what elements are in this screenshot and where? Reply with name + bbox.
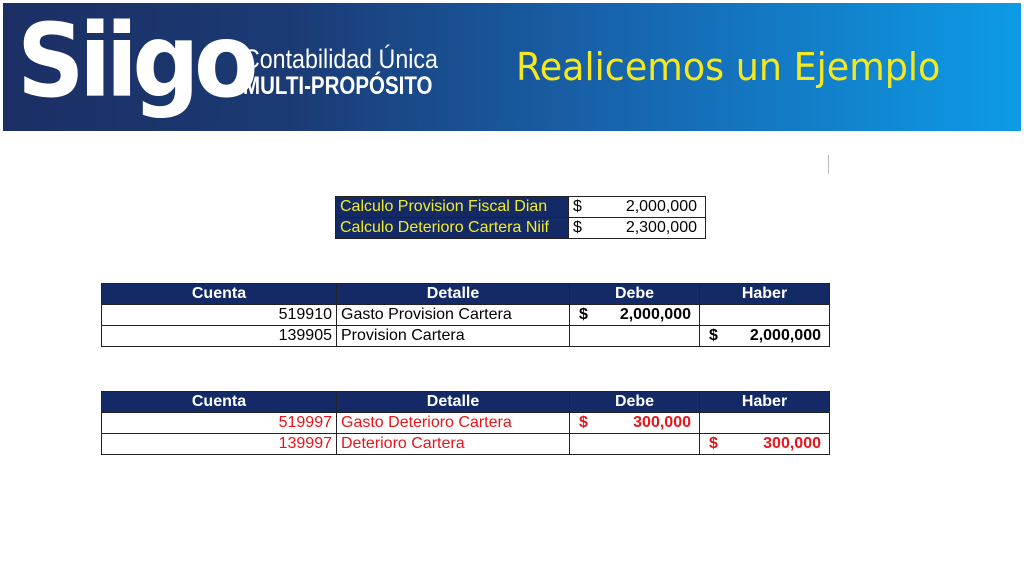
- haber-currency: $: [709, 435, 718, 452]
- calc-row: [336, 197, 706, 218]
- debe-currency: $: [579, 306, 588, 323]
- cell-debe: [570, 413, 700, 434]
- siigo-logo: Siigo: [17, 3, 253, 121]
- haber-amount: 2,000,000: [749, 327, 821, 344]
- cell-detalle: Gasto Provision Cartera: [337, 305, 570, 326]
- divider-line: [828, 155, 829, 174]
- col-header-debe: Debe: [570, 284, 700, 305]
- col-header-debe: Debe: [570, 392, 700, 413]
- col-header-haber: Haber: [700, 284, 830, 305]
- cell-cuenta: 139905: [102, 326, 337, 347]
- cell-detalle: Deterioro Cartera: [337, 434, 570, 455]
- cell-haber: [700, 434, 830, 455]
- col-header-cuenta: Cuenta: [102, 392, 337, 413]
- table-row: [102, 413, 830, 434]
- cell-haber: [700, 413, 830, 434]
- journal-entry-deterioro-table: [101, 391, 830, 455]
- col-header-haber: Haber: [700, 392, 830, 413]
- col-header-detalle: Detalle: [337, 284, 570, 305]
- cell-debe: [570, 434, 700, 455]
- col-header-detalle: Detalle: [337, 392, 570, 413]
- cell-cuenta: 139997: [102, 434, 337, 455]
- table-header-row: [102, 392, 830, 413]
- calc-amount: 2,300,000: [591, 218, 706, 239]
- haber-currency: $: [709, 327, 718, 344]
- cell-cuenta: 519997: [102, 413, 337, 434]
- table-row: [102, 305, 830, 326]
- haber-amount: 300,000: [763, 435, 821, 452]
- cell-debe: [570, 326, 700, 347]
- calc-row: [336, 218, 706, 239]
- calc-amount: 2,000,000: [591, 197, 706, 218]
- table-row: [102, 326, 830, 347]
- journal-entry-provision-table: [101, 283, 830, 347]
- cell-cuenta: 519910: [102, 305, 337, 326]
- table-header-row: [102, 284, 830, 305]
- slide-title: Realicemos un Ejemplo: [516, 45, 941, 89]
- debe-amount: 2,000,000: [619, 306, 691, 323]
- cell-detalle: Gasto Deterioro Cartera: [337, 413, 570, 434]
- cell-debe: [570, 305, 700, 326]
- cell-detalle: Provision Cartera: [337, 326, 570, 347]
- debe-amount: 300,000: [633, 414, 691, 431]
- debe-currency: $: [579, 414, 588, 431]
- calculation-summary-table: [335, 196, 706, 239]
- header-banner: [3, 3, 1021, 131]
- cell-haber: [700, 305, 830, 326]
- calc-label: Calculo Deterioro Cartera Niif: [336, 218, 569, 239]
- col-header-cuenta: Cuenta: [102, 284, 337, 305]
- calc-label: Calculo Provision Fiscal Dian: [336, 197, 569, 218]
- calc-currency: $: [569, 218, 592, 239]
- table-row: [102, 434, 830, 455]
- logo-tagline-line1: Contabilidad Única: [243, 44, 438, 74]
- calc-currency: $: [569, 197, 592, 218]
- logo-tagline-line2: MULTI-PROPÓSITO: [243, 72, 433, 100]
- cell-haber: [700, 326, 830, 347]
